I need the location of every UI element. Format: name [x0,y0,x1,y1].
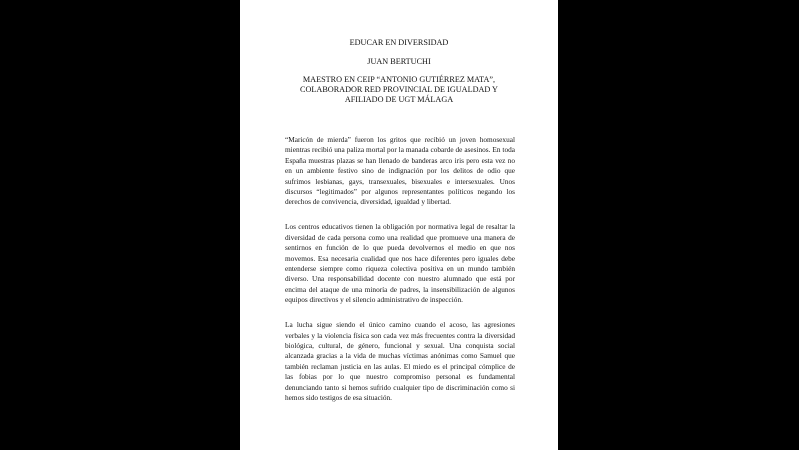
document-author: JUAN BERTUCHI [367,57,431,66]
document-title: EDUCAR EN DIVERSIDAD [349,38,449,47]
body-paragraph: Los centros educativos tienen la obligación por normativa legal de resaltar la diversidad de cada persona como una realidad que promueve una manera de sentirnos en función de lo que pueda devolvernos el medio en que nos movemos. Esa necesaria cualidad que nos hace diferentes pero iguales debe entenderse siempre como riqueza colectiva positiva en un mundo también diverso. Una responsabilidad docente con nuestro alumnado que está por encima del ataque de una minoría de padres, la insensibilización de algunos equipos directivos y el silencio administrativo de inspección. [285,222,515,305]
document-body [285,135,515,418]
body-paragraph: “Maricón de mierda” fueron los gritos que recibió un joven homosexual mientras recibió una paliza mortal por la manada cobarde de asesinos. En toda España muestras plazas se han llenado de banderas arco iris pero esta vez no en un ambiente festivo sino de indignación por los delitos de odio que sufrimos lesbianas, gays, transexuales, bisexuales e intersexuales. Unos discursos “legitimados” por algunos representantes políticos negando los derechos de convivencia, diversidad, igualdad y libertad. [285,135,515,207]
author-role-line: COLABORADOR RED PROVINCIAL DE IGUALDAD Y [300,85,498,94]
author-role-line: AFILIADO DE UGT MÁLAGA [344,95,454,104]
body-paragraph: La lucha sigue siendo el único camino cuando el acoso, las agresiones verbales y la violencia física son cada vez más frecuentes contra la diversidad biológica, cultural, de género, funcional y sexual. Una conquista social alcanzada gracias a la vida de muchas víctimas anónimas como Samuel que también reclaman justicia en las aulas. El miedo es el principal cómplice de las fobias por lo que nuestro compromiso personal es fundamental denunciando tanto si hemos sufrido cualquier tipo de discriminación como si hemos sido testigos de esa situación. [285,320,515,402]
author-role-line: MAESTRO EN CEIP “ANTONIO GUTIÉRREZ MATA”, [302,75,496,84]
author-role [240,75,558,105]
document-page [240,0,558,450]
